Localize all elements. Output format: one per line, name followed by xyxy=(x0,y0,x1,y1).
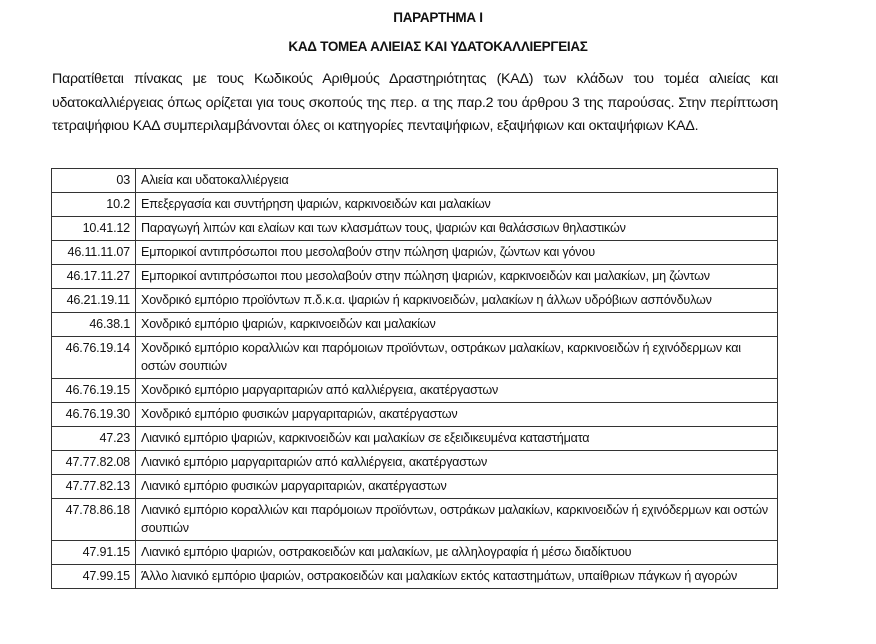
kad-code-cell: 47.99.15 xyxy=(52,565,136,589)
kad-code-cell: 47.77.82.08 xyxy=(52,451,136,475)
kad-description-cell: Λιανικό εμπόριο ψαριών, καρκινοειδών και μαλακίων σε εξειδικευμένα καταστήματα xyxy=(136,427,778,451)
annex-title: ΠΑΡΑΡΤΗΜΑ Ι xyxy=(393,10,483,25)
table-row xyxy=(52,403,778,427)
kad-code-cell: 46.38.1 xyxy=(52,313,136,337)
kad-code-cell: 47.23 xyxy=(52,427,136,451)
kad-description-cell: Λιανικό εμπόριο μαργαριταριών από καλλιέργεια, ακατέργαστων xyxy=(136,451,778,475)
table-row xyxy=(52,241,778,265)
table-row xyxy=(52,499,778,541)
table-row xyxy=(52,289,778,313)
table-row xyxy=(52,475,778,499)
table-row xyxy=(52,169,778,193)
kad-description-cell: Παραγωγή λιπών και ελαίων και των κλασμάτων τους, ψαριών και θαλάσσιων θηλαστικών xyxy=(136,217,778,241)
kad-description-cell: Χονδρικό εμπόριο προϊόντων π.δ.κ.α. ψαριών ή καρκινοειδών, μαλακίων η άλλων υδρόβιων ασπόνδυλων xyxy=(136,289,778,313)
kad-code-cell: 46.17.11.27 xyxy=(52,265,136,289)
kad-description-cell: Άλλο λιανικό εμπόριο ψαριών, οστρακοειδών και μαλακίων εκτός καταστημάτων, υπαίθριων πάγκων ή αγορών xyxy=(136,565,778,589)
kad-description-cell: Λιανικό εμπόριο κοραλλιών και παρόμοιων προϊόντων, οστράκων μαλακίων, καρκινοειδών ή εχινόδερμων και οστών σουπιών xyxy=(136,499,778,541)
kad-code-cell: 46.76.19.30 xyxy=(52,403,136,427)
kad-code-cell: 46.76.19.14 xyxy=(52,337,136,379)
kad-description-cell: Αλιεία και υδατοκαλλιέργεια xyxy=(136,169,778,193)
table-row xyxy=(52,337,778,379)
kad-code-cell: 10.2 xyxy=(52,193,136,217)
kad-description-cell: Λιανικό εμπόριο ψαριών, οστρακοειδών και μαλακίων, με αλληλογραφία ή μέσω διαδίκτυου xyxy=(136,541,778,565)
kad-description-cell: Χονδρικό εμπόριο ψαριών, καρκινοειδών και μαλακίων xyxy=(136,313,778,337)
kad-code-cell: 47.78.86.18 xyxy=(52,499,136,541)
kad-code-cell: 03 xyxy=(52,169,136,193)
kad-description-cell: Εμπορικοί αντιπρόσωποι που μεσολαβούν στην πώληση ψαριών, ζώντων και γόνου xyxy=(136,241,778,265)
kad-description-cell: Χονδρικό εμπόριο κοραλλιών και παρόμοιων προϊόντων, οστράκων μαλακίων, καρκινοειδών ή εχινόδερμων και οστών σουπιών xyxy=(136,337,778,379)
intro-paragraph: Παρατίθεται πίνακας με τους Κωδικούς Αριθμούς Δραστηριότητας (ΚΑΔ) των κλάδων του τομέα αλιείας και υδατοκαλλιέργειας όπως ορίζεται για τους σκοπούς της περ. α της παρ.2 του άρθρου 3 της παρούσας. Στην περίπτωση τετραψήφιου ΚΑΔ συμπεριλαμβάνονται όλες οι κατηγορίες πενταψήφιων, εξαψήφιων και οκταψήφιων ΚΑΔ. xyxy=(52,71,778,134)
kad-code-cell: 46.11.11.07 xyxy=(52,241,136,265)
kad-table xyxy=(51,168,778,589)
table-row xyxy=(52,427,778,451)
table-row xyxy=(52,379,778,403)
table-row xyxy=(52,541,778,565)
kad-code-cell: 46.21.19.11 xyxy=(52,289,136,313)
kad-code-cell: 47.77.82.13 xyxy=(52,475,136,499)
kad-description-cell: Εμπορικοί αντιπρόσωποι που μεσολαβούν στην πώληση ψαριών, καρκινοειδών και μαλακίων, μη ζώντων xyxy=(136,265,778,289)
table-row xyxy=(52,193,778,217)
kad-description-cell: Χονδρικό εμπόριο μαργαριταριών από καλλιέργεια, ακατέργαστων xyxy=(136,379,778,403)
kad-description-cell: Χονδρικό εμπόριο φυσικών μαργαριταριών, ακατέργαστων xyxy=(136,403,778,427)
table-row xyxy=(52,217,778,241)
annex-subtitle: ΚΑΔ ΤΟΜΕΑ ΑΛΙΕΙΑΣ ΚΑΙ ΥΔΑΤΟΚΑΛΛΙΕΡΓΕΙΑΣ xyxy=(288,39,588,54)
table-row xyxy=(52,265,778,289)
table-row xyxy=(52,565,778,589)
kad-description-cell: Επεξεργασία και συντήρηση ψαριών, καρκινοειδών και μαλακίων xyxy=(136,193,778,217)
kad-code-cell: 10.41.12 xyxy=(52,217,136,241)
kad-description-cell: Λιανικό εμπόριο φυσικών μαργαριταριών, ακατέργαστων xyxy=(136,475,778,499)
table-row xyxy=(52,313,778,337)
table-row xyxy=(52,451,778,475)
kad-code-cell: 47.91.15 xyxy=(52,541,136,565)
kad-code-cell: 46.76.19.15 xyxy=(52,379,136,403)
